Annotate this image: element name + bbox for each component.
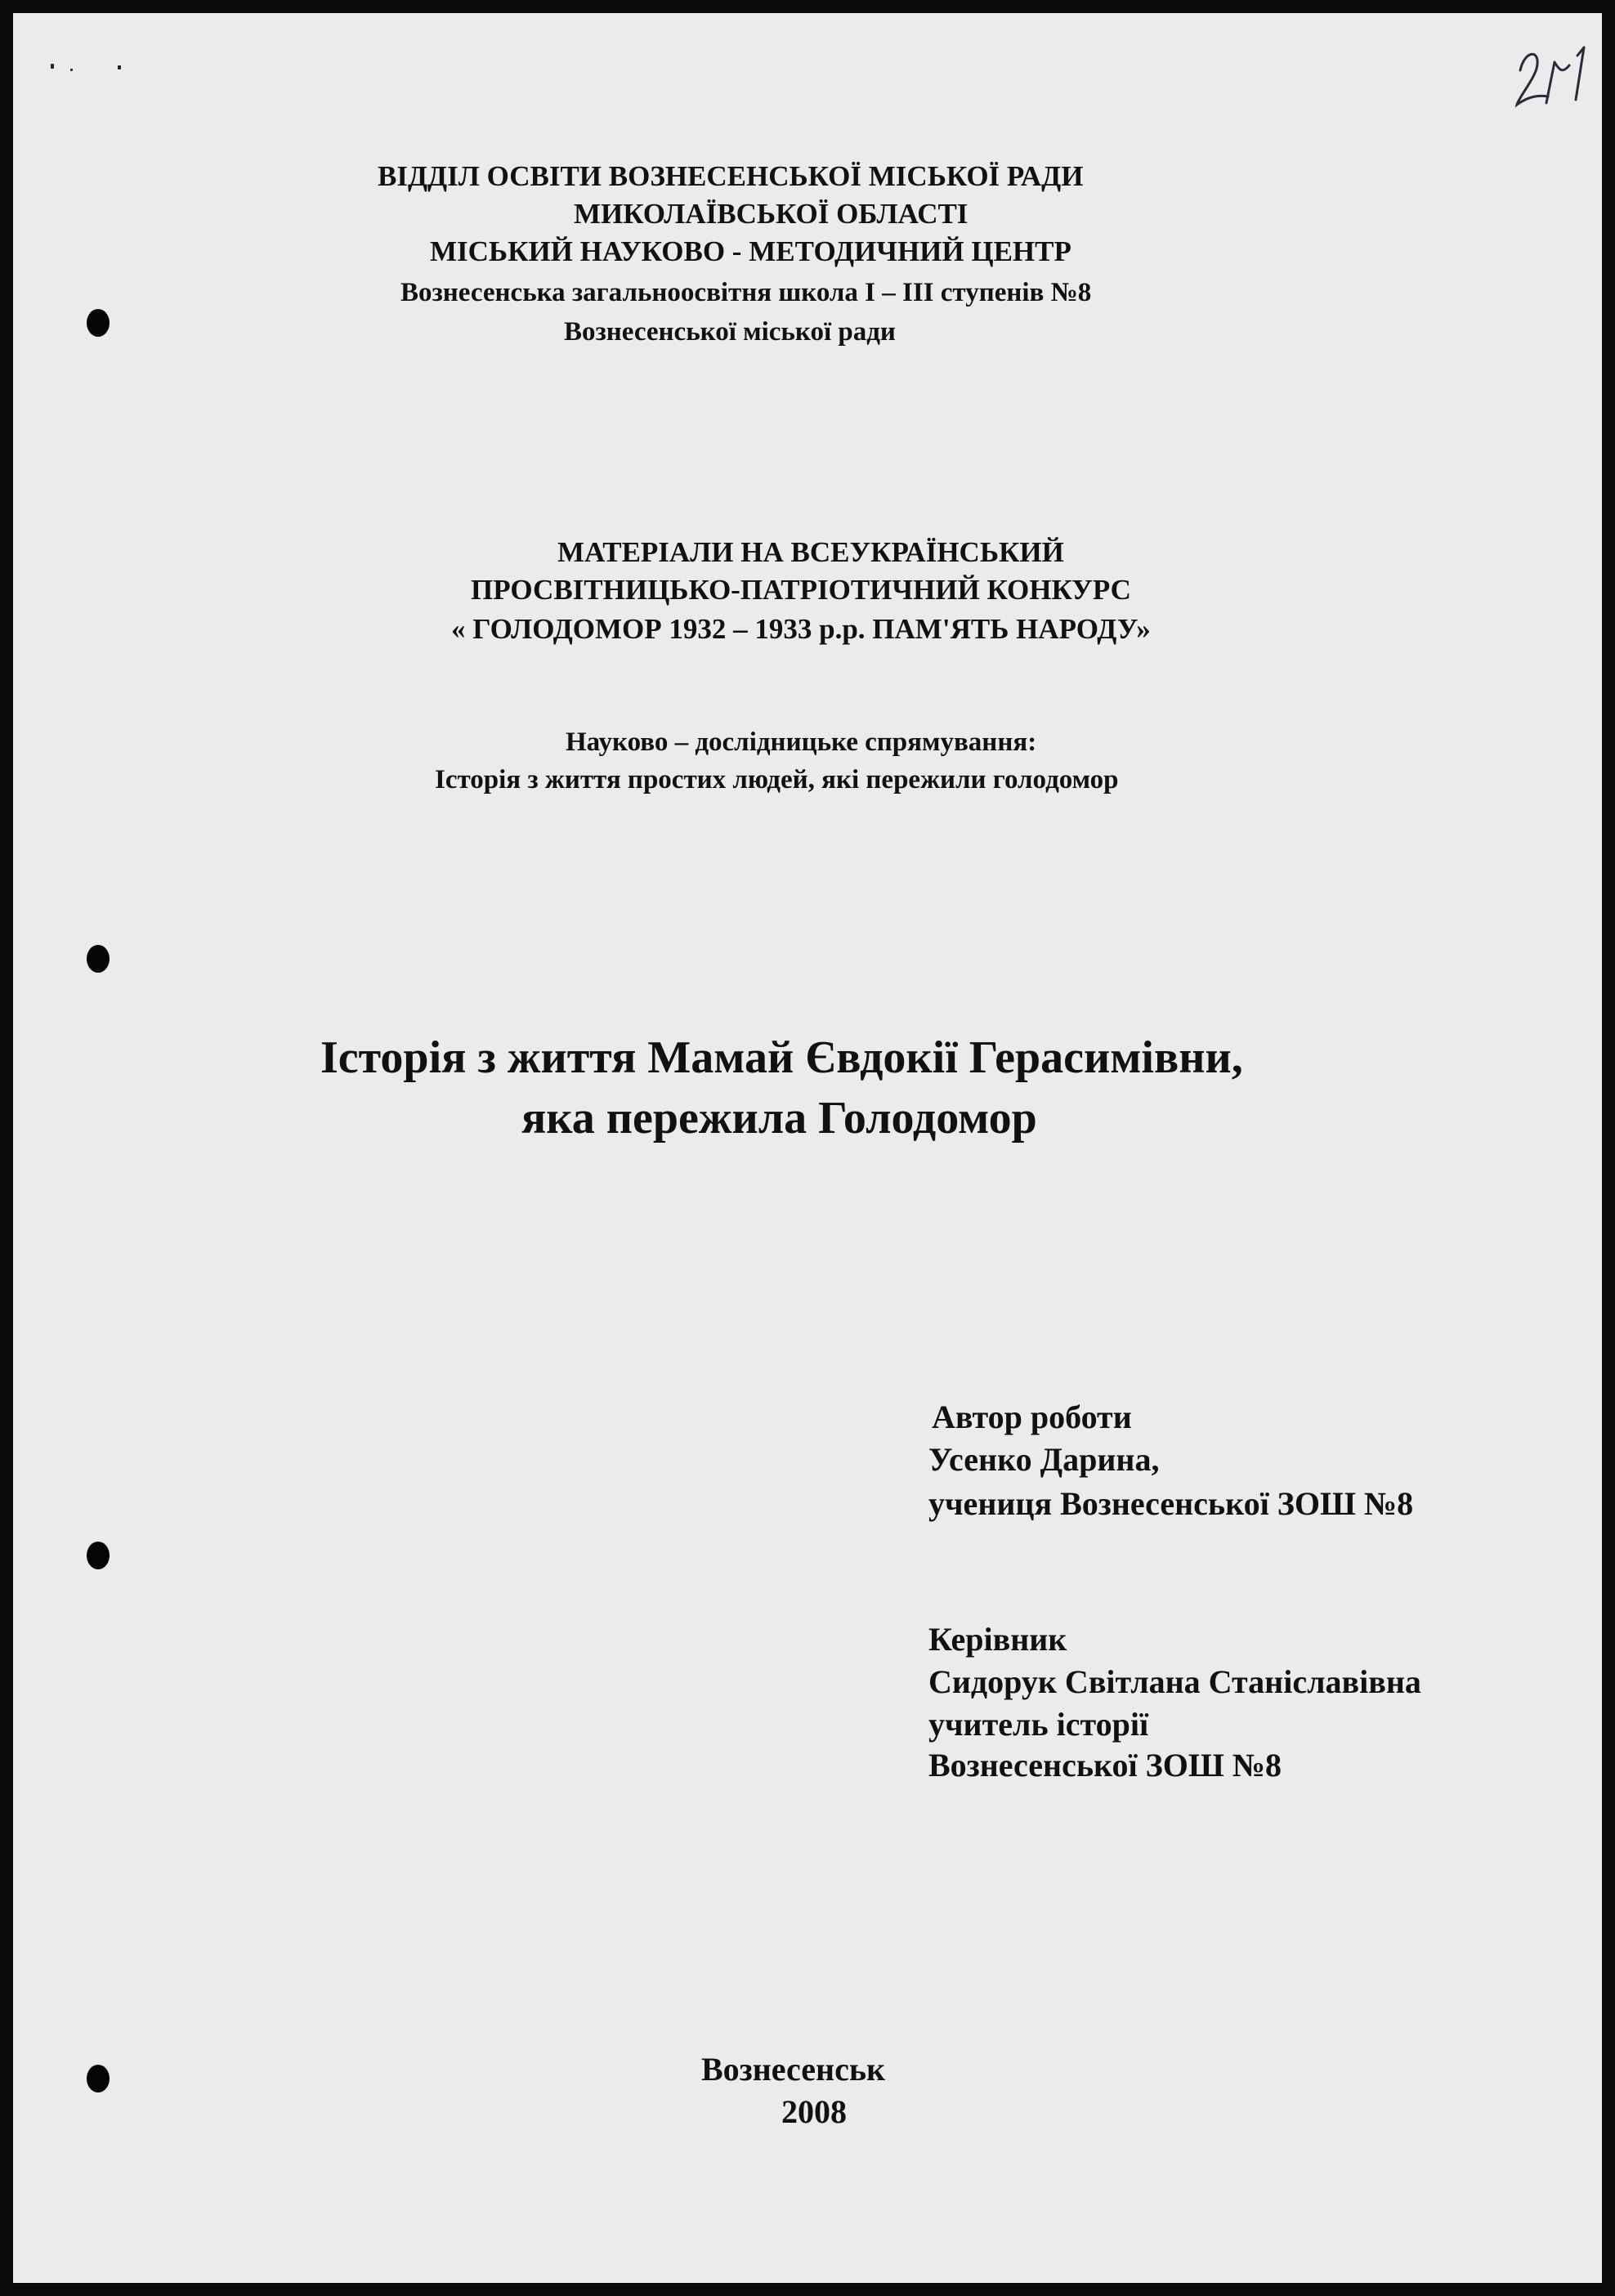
footer-city: Вознесенськ <box>701 2051 886 2088</box>
binder-hole <box>87 1542 110 1569</box>
header-line-school: Вознесенська загальноосвітня школа I – III ступенів №8 <box>400 278 1092 307</box>
direction-label: Науково – дослідницьке спрямування: <box>566 727 1037 757</box>
supervisor-school: Вознесенської ЗОШ №8 <box>928 1747 1282 1784</box>
supervisor-label: Керівник <box>928 1621 1067 1658</box>
direction-topic: Історія з життя простих людей, які пережили голодомор <box>435 765 1119 794</box>
handwritten-page-number <box>1509 38 1599 111</box>
document-title-line-1: Історія з життя Мамай Євдокії Герасимівни, <box>320 1032 1243 1083</box>
binder-hole <box>87 2065 110 2092</box>
header-line-region: МИКОЛАЇВСЬКОЇ ОБЛАСТІ <box>574 198 969 230</box>
author-label: Автор роботи <box>932 1399 1132 1435</box>
header-line-department: ВІДДІЛ ОСВІТИ ВОЗНЕСЕНСЬКОЇ МІСЬКОЇ РАДИ <box>378 160 1084 192</box>
contest-line-contest: ПРОСВІТНИЦЬКО-ПАТРІОТИЧНИЙ КОНКУРС <box>471 574 1131 606</box>
author-name: Усенко Дарина, <box>928 1441 1160 1478</box>
header-line-center: МІСЬКИЙ НАУКОВО - МЕТОДИЧНИЙ ЦЕНТР <box>430 235 1071 267</box>
contest-line-materials: МАТЕРІАЛИ НА ВСЕУКРАЇНСЬКИЙ <box>557 536 1064 568</box>
author-role: учениця Вознесенської ЗОШ №8 <box>928 1485 1414 1522</box>
scan-speck <box>118 65 121 69</box>
binder-hole <box>87 309 110 337</box>
scan-speck <box>51 64 54 69</box>
contest-line-holodomor: « ГОЛОДОМОР 1932 – 1933 р.р. ПАМ'ЯТЬ НАРОДУ» <box>451 613 1151 645</box>
binder-hole <box>87 945 110 973</box>
header-line-council: Вознесенської міської ради <box>564 317 896 347</box>
document-title-line-2: яка пережила Голодомор <box>521 1093 1037 1144</box>
scan-speck <box>70 69 73 71</box>
document-page <box>13 13 1602 2283</box>
supervisor-name: Сидорук Світлана Станіславівна <box>928 1663 1421 1700</box>
footer-year: 2008 <box>781 2093 847 2130</box>
supervisor-role: учитель історії <box>928 1706 1149 1743</box>
